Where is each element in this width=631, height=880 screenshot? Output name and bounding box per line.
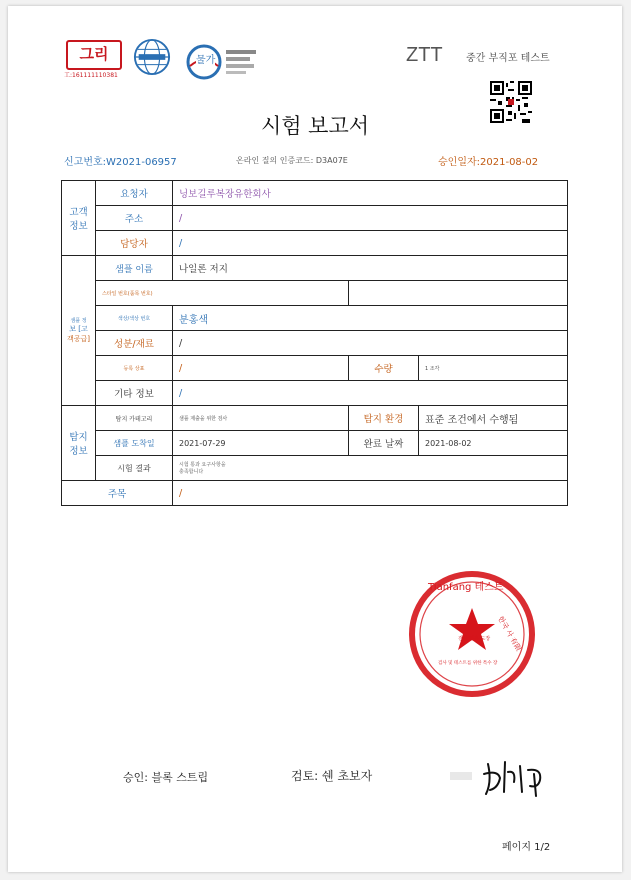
detection-env-label: 탐지 환경 — [349, 406, 419, 431]
trademark-value: / — [173, 356, 349, 381]
style-number-label: 스타일 번호(품목 번호) — [96, 281, 349, 306]
address-value: / — [173, 206, 568, 231]
table-row — [62, 481, 568, 506]
detection-category-value: 샘플 제출을 위한 검사 — [173, 406, 349, 431]
table-row — [62, 356, 568, 381]
verification-code: 온라인 질의 인증코드: D3A07E — [236, 156, 348, 165]
detection-group-label: 탐지 정보 — [62, 406, 96, 481]
report-title: 시험 보고서 — [260, 114, 370, 138]
table-row — [62, 281, 568, 306]
table-row — [62, 381, 568, 406]
approval-date: 승인일자:2021-08-02 — [438, 157, 539, 168]
stamp-center-text: 검사 전용 도장 — [458, 636, 491, 642]
stamp-bottom-text: 검사 및 테스트를 위한 특수 장 — [438, 661, 498, 666]
table-row — [62, 431, 568, 456]
sample-group-label — [62, 256, 96, 406]
completion-date-value: 2021-08-02 — [419, 431, 568, 456]
globe-logo-icon — [133, 38, 171, 76]
cnas-logo-text: 물가 — [196, 55, 216, 66]
test-result-line1: 시험 통과 요구사항을 — [179, 462, 226, 468]
address-label: 주소 — [96, 206, 173, 231]
test-result-line2: 충족합니다 — [179, 469, 204, 475]
color-value: 분홍색 — [173, 306, 568, 331]
quantity-value: 1 조각 — [419, 356, 568, 381]
table-row — [62, 231, 568, 256]
sample-name-label: 샘플 이름 — [96, 256, 173, 281]
sample-group-line3: 객공급] — [66, 335, 91, 343]
contact-label: 담당자 — [96, 231, 173, 256]
report-page — [8, 6, 622, 872]
composition-value: / — [173, 331, 568, 356]
trademark-label: 등록 상표 — [96, 356, 173, 381]
stamp-top-text: Tianfang 테스트 — [428, 582, 504, 593]
cma-logo-code: 工:161111110381 — [64, 72, 118, 79]
quantity-label: 수량 — [349, 356, 419, 381]
table-row — [62, 331, 568, 356]
arrival-date-label: 샘플 도착일 — [96, 431, 173, 456]
sample-name-value: 나일론 저지 — [173, 256, 568, 281]
remarks-label: 주목 — [62, 481, 173, 506]
other-info-value: / — [173, 381, 568, 406]
table-row — [62, 256, 568, 281]
sample-group-line2: 보 [고 — [69, 325, 88, 333]
official-stamp-icon — [408, 568, 536, 698]
table-row — [62, 206, 568, 231]
table-row — [62, 456, 568, 481]
page-number: 페이지 1/2 — [502, 842, 551, 853]
brand-subtitle: 중간 부직포 테스트 — [466, 53, 550, 64]
other-info-label: 기타 정보 — [96, 381, 173, 406]
detection-category-label: 탐지 카테고리 — [96, 406, 173, 431]
test-result-value — [173, 456, 568, 481]
table-row — [62, 306, 568, 331]
approver: 승인: 블록 스트립 — [123, 771, 209, 784]
color-label: 색상/색상 번호 — [96, 306, 173, 331]
customer-group-label: 고객 정보 — [62, 181, 96, 256]
sample-group-line1: 샘플 정 — [70, 318, 87, 324]
composition-label: 성분/재료 — [96, 331, 173, 356]
detection-env-value: 표준 조건에서 수행됨 — [419, 406, 568, 431]
completion-date-label: 완료 날짜 — [349, 431, 419, 456]
report-number: 신고번호:W2021-06957 — [64, 157, 177, 168]
style-number-value — [349, 281, 568, 306]
table-row — [62, 181, 568, 206]
test-result-label: 시험 결과 — [96, 456, 173, 481]
requester-label: 요청자 — [96, 181, 173, 206]
report-table — [61, 180, 568, 506]
arrival-date-value: 2021-07-29 — [173, 431, 349, 456]
reviewer: 검토: 쉔 초보자 — [291, 769, 373, 783]
requester-value: 닝보길루복장유한회사 — [173, 181, 568, 206]
stamp-side-text: 한국 사 有限 — [496, 615, 523, 653]
contact-value: / — [173, 231, 568, 256]
remarks-value: / — [173, 481, 568, 506]
brand-logo: ZTT — [406, 44, 443, 66]
table-row — [62, 406, 568, 431]
cma-logo: 그리 — [66, 40, 122, 70]
handwritten-signature-icon — [450, 752, 558, 802]
